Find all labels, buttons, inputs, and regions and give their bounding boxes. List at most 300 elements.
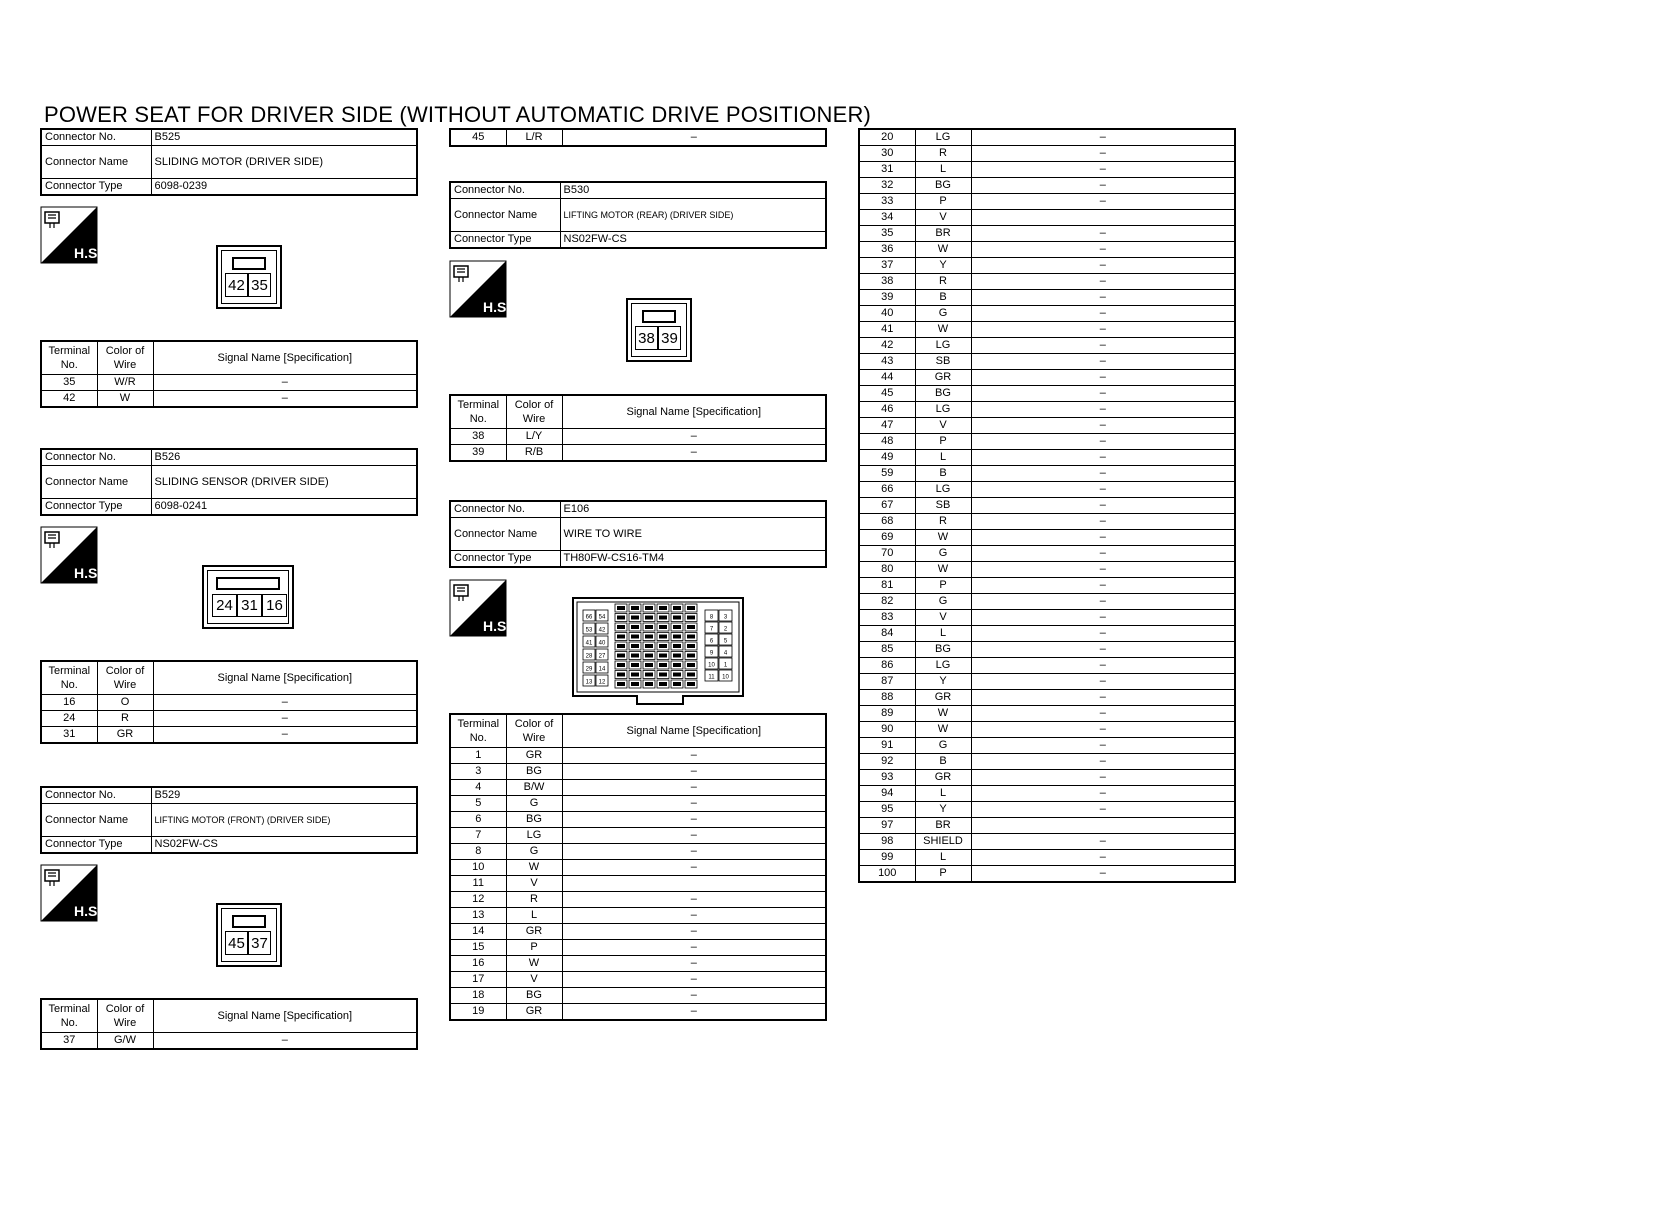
pin-contact [687, 644, 695, 648]
terminal-no-cell: 35 [859, 226, 915, 242]
pin-contact [631, 635, 639, 639]
table-row [859, 594, 1235, 610]
pin-contact [659, 616, 667, 620]
table-row [450, 876, 826, 892]
signal-name-cell: – [971, 690, 1235, 706]
terminal-no-cell: 44 [859, 370, 915, 386]
terminal-no-cell: 38 [859, 274, 915, 290]
table-row [859, 402, 1235, 418]
pin-contact [673, 663, 681, 667]
signal-name-cell: – [971, 610, 1235, 626]
table-row [859, 418, 1235, 434]
terminal-no-header: Terminal No. [41, 661, 97, 695]
signal-name-cell: – [971, 338, 1235, 354]
wire-color-cell: W [506, 860, 562, 876]
color-of-wire-header: Color of Wire [506, 395, 562, 429]
pin-contact [631, 673, 639, 677]
terminal-no-cell: 41 [859, 322, 915, 338]
pin-cell: 45 [225, 931, 248, 955]
terminal-table-e106 [449, 713, 827, 1021]
table-row [859, 738, 1235, 754]
table-row [450, 860, 826, 876]
signal-name-cell: – [971, 866, 1235, 883]
terminal-no-cell: 33 [859, 194, 915, 210]
wire-color-cell: SHIELD [915, 834, 971, 850]
pin-label: 6 [709, 638, 714, 645]
terminal-no-cell: 88 [859, 690, 915, 706]
connector-type-label: Connector Type [450, 232, 560, 249]
terminal-no-cell: 80 [859, 562, 915, 578]
table-row: 38 L/Y – [450, 429, 826, 445]
signal-name-cell: – [971, 402, 1235, 418]
hs-label: H.S. [74, 565, 102, 581]
terminal-no-cell: 15 [450, 940, 506, 956]
terminal-no-cell: 46 [859, 402, 915, 418]
terminal-no-cell: 12 [450, 892, 506, 908]
connector-type-label: Connector Type [41, 179, 151, 196]
terminal-no-cell: 82 [859, 594, 915, 610]
signal-name-cell: – [971, 290, 1235, 306]
wire-color-cell: LG [915, 129, 971, 146]
pin-contact [673, 625, 681, 629]
hs-label: H.S. [483, 618, 511, 634]
pin-contact [617, 654, 625, 658]
table-row [859, 546, 1235, 562]
table-row [450, 972, 826, 988]
table-row [859, 530, 1235, 546]
signal-name-cell: – [971, 162, 1235, 178]
table-row [859, 482, 1235, 498]
wire-color-cell: W [915, 562, 971, 578]
harness-side-icon [449, 579, 511, 637]
terminal-no-cell: 47 [859, 418, 915, 434]
wire-color-cell: GR [506, 748, 562, 764]
signal-name-cell: – [971, 258, 1235, 274]
signal-name-cell: – [562, 748, 826, 764]
pin-label: 29 [585, 666, 593, 673]
wire-color-cell: R [915, 274, 971, 290]
signal-name-cell: – [971, 450, 1235, 466]
terminal-no-cell: 16 [450, 956, 506, 972]
signal-name-cell: – [562, 908, 826, 924]
connector-type-label: Connector Type [450, 551, 560, 568]
terminal-no-cell: 91 [859, 738, 915, 754]
signal-name-cell: – [971, 834, 1235, 850]
pin-cell: 31 [237, 594, 262, 617]
table-row [859, 434, 1235, 450]
table-row [450, 924, 826, 940]
wire-color-cell: BR [915, 226, 971, 242]
pin-contact [617, 644, 625, 648]
connector-face-b530 [626, 298, 692, 362]
table-row [859, 450, 1235, 466]
wire-color-cell: R [915, 514, 971, 530]
signal-name-cell: – [971, 466, 1235, 482]
pin-contact [617, 682, 625, 686]
pin-label: 8 [709, 614, 714, 621]
terminal-no-header: Terminal No. [450, 714, 506, 748]
terminal-no-cell: 7 [450, 828, 506, 844]
pin-contact [645, 606, 653, 610]
wire-color-cell: B [915, 290, 971, 306]
wire-color-cell: W [915, 322, 971, 338]
color-of-wire-header: Color of Wire [506, 714, 562, 748]
terminal-no-cell: 5 [450, 796, 506, 812]
table-row [859, 786, 1235, 802]
table-row: 42 W – [41, 391, 417, 408]
wire-color-cell: Y [915, 258, 971, 274]
pin-contact [687, 606, 695, 610]
terminal-no-cell: 17 [450, 972, 506, 988]
wire-color-cell: L [915, 850, 971, 866]
table-row [859, 466, 1235, 482]
wire-color-cell: BG [915, 386, 971, 402]
terminal-no-cell: 13 [450, 908, 506, 924]
wire-color-cell: BR [915, 818, 971, 834]
signal-name-cell: – [971, 530, 1235, 546]
pin-contact [673, 644, 681, 648]
connector-no-value: E106 [560, 501, 826, 518]
signal-name-cell: – [562, 780, 826, 796]
terminal-no-cell: 85 [859, 642, 915, 658]
signal-name-cell: – [971, 562, 1235, 578]
terminal-no-cell: 42 [859, 338, 915, 354]
terminal-no-cell: 39 [859, 290, 915, 306]
wire-color-cell: BG [915, 178, 971, 194]
terminal-no-cell: 97 [859, 818, 915, 834]
signal-name-cell: – [562, 812, 826, 828]
signal-name-cell: – [971, 786, 1235, 802]
signal-name-cell: – [562, 844, 826, 860]
wire-color-cell: L [915, 786, 971, 802]
table-row [859, 642, 1235, 658]
pin-contact [673, 635, 681, 639]
signal-name-cell: – [971, 706, 1235, 722]
pin-label: 2 [723, 626, 728, 633]
terminal-no-cell: 10 [450, 860, 506, 876]
pin-contact [617, 606, 625, 610]
connector-name-value: SLIDING MOTOR (DRIVER SIDE) [151, 146, 417, 179]
wire-color-cell: P [506, 940, 562, 956]
signal-name-header: Signal Name [Specification] [562, 395, 826, 429]
wire-color-cell: L [915, 450, 971, 466]
pin-label: 41 [585, 640, 593, 647]
wire-color-cell: L [915, 162, 971, 178]
connector-info-b529 [40, 786, 418, 854]
pin-contact [645, 644, 653, 648]
terminal-no-cell: 92 [859, 754, 915, 770]
table-row [859, 850, 1235, 866]
wire-color-cell: V [915, 418, 971, 434]
signal-name-header: Signal Name [Specification] [153, 999, 417, 1033]
terminal-no-cell: 49 [859, 450, 915, 466]
connector-no-value: B526 [151, 449, 417, 466]
terminal-table-b530 [449, 394, 827, 462]
terminal-no-cell: 87 [859, 674, 915, 690]
table-row [859, 162, 1235, 178]
table-row [859, 226, 1235, 242]
wire-color-cell: W [915, 706, 971, 722]
signal-name-cell: – [971, 354, 1235, 370]
connector-face-b529 [216, 903, 282, 967]
table-row [450, 748, 826, 764]
signal-name-cell: – [971, 418, 1235, 434]
terminal-no-cell: 40 [859, 306, 915, 322]
table-row [859, 866, 1235, 883]
table-row [859, 722, 1235, 738]
signal-name-cell: – [562, 924, 826, 940]
pin-contact [631, 625, 639, 629]
terminal-no-cell: 99 [859, 850, 915, 866]
wire-color-cell: V [915, 210, 971, 226]
color-of-wire-header: Color of Wire [97, 661, 153, 695]
pin-label: 10 [722, 674, 729, 681]
color-of-wire-header: Color of Wire [97, 341, 153, 375]
wire-color-cell: B/W [506, 780, 562, 796]
table-row [859, 322, 1235, 338]
terminal-no-cell: 89 [859, 706, 915, 722]
pin-label: 5 [723, 638, 728, 645]
wire-color-cell: LG [915, 338, 971, 354]
pin-contact [617, 673, 625, 677]
wire-color-cell: L [506, 908, 562, 924]
pin-contact [645, 635, 653, 639]
signal-name-cell: – [971, 306, 1235, 322]
pin-label: 11 [708, 674, 715, 681]
pin-contact [659, 606, 667, 610]
terminal-table-b525 [40, 340, 418, 408]
terminal-no-cell: 18 [450, 988, 506, 1004]
signal-name-cell: – [971, 546, 1235, 562]
terminal-no-cell: 68 [859, 514, 915, 530]
table-row: 24 R – [41, 711, 417, 727]
signal-name-cell: – [971, 754, 1235, 770]
table-row [859, 129, 1235, 146]
connector-no-label: Connector No. [450, 501, 560, 518]
pin-cell: 37 [248, 931, 271, 955]
wire-color-cell: P [915, 578, 971, 594]
page-title: POWER SEAT FOR DRIVER SIDE (WITHOUT AUTOMATIC DRIVE POSITIONER) [44, 102, 872, 127]
terminal-no-cell: 30 [859, 146, 915, 162]
table-row [859, 690, 1235, 706]
terminal-no-header: Terminal No. [450, 395, 506, 429]
pin-contact [617, 616, 625, 620]
pin-cell: 39 [658, 326, 681, 350]
table-row: 35 W/R – [41, 375, 417, 391]
pin-label: 3 [723, 614, 728, 621]
connector-name-label: Connector Name [450, 518, 560, 551]
pin-contact [631, 616, 639, 620]
pin-contact [645, 682, 653, 686]
color-of-wire-header: Color of Wire [97, 999, 153, 1033]
pin-label: 27 [598, 653, 606, 660]
terminal-no-cell: 100 [859, 866, 915, 883]
wire-color-cell: Y [915, 674, 971, 690]
signal-name-cell: – [971, 802, 1235, 818]
signal-name-cell: – [971, 129, 1235, 146]
terminal-no-cell: 4 [450, 780, 506, 796]
pin-cell: 35 [248, 273, 271, 297]
pin-contact [687, 663, 695, 667]
wire-color-cell: BG [506, 812, 562, 828]
table-row [450, 908, 826, 924]
hs-label: H.S. [74, 245, 102, 261]
terminal-no-cell: 3 [450, 764, 506, 780]
table-row [859, 562, 1235, 578]
pin-contact [659, 663, 667, 667]
wire-color-cell: LG [915, 482, 971, 498]
signal-name-cell: – [971, 674, 1235, 690]
terminal-no-cell: 45 [859, 386, 915, 402]
signal-name-cell: – [562, 764, 826, 780]
terminal-no-cell: 84 [859, 626, 915, 642]
terminal-no-cell: 20 [859, 129, 915, 146]
terminal-no-cell: 93 [859, 770, 915, 786]
pin-label: 54 [598, 614, 606, 621]
pin-contact [645, 616, 653, 620]
pin-label: 53 [585, 627, 593, 634]
connector-no-label: Connector No. [41, 129, 151, 146]
pin-contact [617, 625, 625, 629]
pin-label: 42 [598, 627, 606, 634]
terminal-no-cell: 34 [859, 210, 915, 226]
signal-name-cell: – [562, 940, 826, 956]
wire-color-cell: V [915, 610, 971, 626]
table-row [859, 610, 1235, 626]
pin-contact [673, 606, 681, 610]
table-row [450, 764, 826, 780]
terminal-table-e106-continued [858, 128, 1236, 883]
harness-side-icon [40, 864, 102, 922]
wire-color-cell: BG [506, 988, 562, 1004]
signal-name-cell: – [971, 642, 1235, 658]
connector-name-label: Connector Name [41, 146, 151, 179]
table-row [859, 706, 1235, 722]
table-row [859, 754, 1235, 770]
wire-color-cell: G [915, 306, 971, 322]
connector-info-b525 [40, 128, 418, 196]
connector-no-label: Connector No. [450, 182, 560, 199]
table-row [859, 338, 1235, 354]
table-row [859, 370, 1235, 386]
connector-info-b526 [40, 448, 418, 516]
signal-name-cell: – [971, 594, 1235, 610]
signal-name-cell: – [971, 322, 1235, 338]
pin-cell: 24 [212, 594, 237, 617]
signal-name-cell: – [971, 178, 1235, 194]
signal-name-cell: – [562, 988, 826, 1004]
terminal-no-cell: 86 [859, 658, 915, 674]
table-row [450, 956, 826, 972]
table-row [859, 242, 1235, 258]
wire-color-cell: W [915, 530, 971, 546]
wire-color-cell: P [915, 194, 971, 210]
wire-color-cell: W [915, 722, 971, 738]
signal-name-cell: – [971, 370, 1235, 386]
terminal-no-cell: 1 [450, 748, 506, 764]
terminal-no-cell: 94 [859, 786, 915, 802]
terminal-no-cell: 48 [859, 434, 915, 450]
table-row [859, 658, 1235, 674]
pin-label: 14 [598, 666, 606, 673]
table-row [450, 828, 826, 844]
wire-color-cell: BG [915, 642, 971, 658]
wire-color-cell: G [915, 738, 971, 754]
table-row: 31 GR – [41, 727, 417, 744]
pin-contact [673, 673, 681, 677]
terminal-table-b526 [40, 660, 418, 744]
table-row [859, 674, 1235, 690]
table-row [450, 780, 826, 796]
signal-name-header: Signal Name [Specification] [153, 341, 417, 375]
signal-name-cell: – [562, 796, 826, 812]
table-row [859, 258, 1235, 274]
table-row [450, 988, 826, 1004]
signal-name-cell: – [971, 626, 1235, 642]
wire-color-cell: SB [915, 498, 971, 514]
pin-label: 13 [585, 679, 593, 686]
terminal-no-cell: 11 [450, 876, 506, 892]
terminal-no-cell: 14 [450, 924, 506, 940]
table-row [450, 812, 826, 828]
connector-type-value: TH80FW-CS16-TM4 [560, 551, 826, 568]
terminal-no-cell: 81 [859, 578, 915, 594]
pin-contact [687, 654, 695, 658]
signal-name-cell: – [562, 860, 826, 876]
wire-color-cell: LG [915, 402, 971, 418]
connector-no-label: Connector No. [41, 787, 151, 804]
terminal-no-cell: 8 [450, 844, 506, 860]
connector-type-value: NS02FW-CS [151, 837, 417, 854]
table-row [859, 578, 1235, 594]
signal-name-cell: – [562, 828, 826, 844]
pin-contact [631, 682, 639, 686]
pin-label: 40 [598, 640, 606, 647]
signal-name-cell: – [971, 738, 1235, 754]
terminal-no-cell: 32 [859, 178, 915, 194]
table-row [859, 770, 1235, 786]
connector-info-e106 [449, 500, 827, 568]
connector-type-value: 6098-0239 [151, 179, 417, 196]
signal-name-cell: – [971, 226, 1235, 242]
signal-name-cell: – [971, 242, 1235, 258]
wire-color-cell: W [915, 242, 971, 258]
pin-contact [617, 663, 625, 667]
connector-type-label: Connector Type [41, 499, 151, 516]
signal-name-cell: – [971, 514, 1235, 530]
wire-color-cell: G [506, 796, 562, 812]
pin-contact [659, 682, 667, 686]
harness-side-icon [40, 206, 102, 264]
table-row [859, 274, 1235, 290]
table-row [859, 514, 1235, 530]
wire-color-cell: V [506, 876, 562, 892]
signal-name-cell: – [971, 498, 1235, 514]
pin-contact [673, 682, 681, 686]
connector-name-label: Connector Name [450, 199, 560, 232]
connector-type-label: Connector Type [41, 837, 151, 854]
signal-name-cell: – [971, 770, 1235, 786]
wire-color-cell: LG [915, 658, 971, 674]
wire-color-cell: G [915, 546, 971, 562]
terminal-table-b529-continued [449, 128, 827, 147]
harness-side-icon [449, 260, 511, 318]
table-row [859, 290, 1235, 306]
signal-name-cell: – [562, 956, 826, 972]
wire-color-cell: GR [506, 1004, 562, 1021]
connector-name-value: LIFTING MOTOR (REAR) (DRIVER SIDE) [560, 199, 826, 232]
terminal-no-cell: 67 [859, 498, 915, 514]
